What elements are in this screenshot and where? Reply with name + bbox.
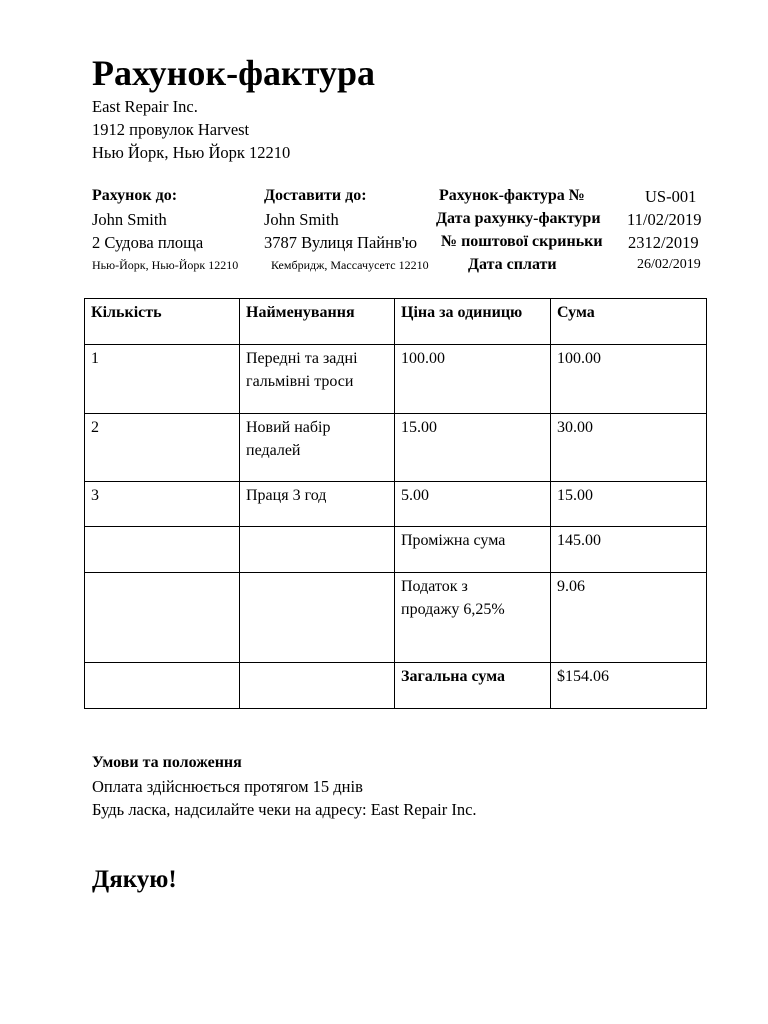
tax-value: 9.06 bbox=[551, 573, 707, 663]
table-row bbox=[85, 345, 707, 414]
table-row bbox=[85, 414, 707, 482]
subtotal-value: 145.00 bbox=[551, 527, 707, 573]
company-name: East Repair Inc. bbox=[92, 97, 198, 116]
po-number: 2312/2019 bbox=[628, 233, 699, 252]
header-unit-price: Ціна за одиницю bbox=[395, 299, 551, 345]
row-quantity: 2 bbox=[85, 414, 240, 482]
header-amount: Сума bbox=[551, 299, 707, 345]
invoice-date-label: Дата рахунку-фактури bbox=[436, 210, 601, 227]
items-table bbox=[84, 298, 707, 709]
ship-to-city: Кембридж, Массачусетс 12210 bbox=[271, 258, 429, 272]
po-number-label: № поштової скриньки bbox=[441, 233, 603, 250]
company-street: 1912 провулок Harvest bbox=[92, 120, 250, 139]
invoice-number: US-001 bbox=[645, 187, 697, 206]
tax-row bbox=[85, 573, 707, 663]
due-date-label: Дата сплати bbox=[468, 256, 557, 273]
ship-to-name: John Smith bbox=[264, 210, 339, 229]
subtotal-row bbox=[85, 527, 707, 573]
header-description: Найменування bbox=[240, 299, 395, 345]
invoice-title: Рахунок-фактура bbox=[92, 53, 375, 93]
row-description: Передні та задні гальмівні троси bbox=[240, 345, 395, 414]
row-amount: 30.00 bbox=[551, 414, 707, 482]
tax-label: Податок з продажу 6,25% bbox=[395, 573, 551, 663]
invoice-number-label: Рахунок-фактура № bbox=[439, 187, 585, 204]
row-description: Новий набір педалей bbox=[240, 414, 395, 482]
total-value: $154.06 bbox=[551, 663, 707, 709]
row-description: Праця 3 год bbox=[240, 482, 395, 527]
header-quantity: Кількість bbox=[85, 299, 240, 345]
table-row bbox=[85, 482, 707, 527]
terms-payment: Оплата здійснюється протягом 15 днів bbox=[92, 777, 363, 796]
terms-checks: Будь ласка, надсилайте чеки на адресу: East Repair Inc. bbox=[92, 800, 477, 819]
company-city: Нью Йорк, Нью Йорк 12210 bbox=[92, 143, 291, 162]
row-amount: 100.00 bbox=[551, 345, 707, 414]
ship-to-street: 3787 Вулиця Пайнв'ю bbox=[264, 233, 418, 252]
row-amount: 15.00 bbox=[551, 482, 707, 527]
terms-heading: Умови та положення bbox=[92, 754, 242, 771]
total-label: Загальна сума bbox=[395, 663, 551, 709]
row-unit-price: 100.00 bbox=[395, 345, 551, 414]
thank-you: Дякую! bbox=[92, 866, 177, 893]
due-date: 26/02/2019 bbox=[637, 257, 701, 272]
subtotal-label: Проміжна сума bbox=[395, 527, 551, 573]
bill-to-street: 2 Судова площа bbox=[92, 233, 204, 252]
table-header-row bbox=[85, 299, 707, 345]
invoice-date: 11/02/2019 bbox=[627, 210, 702, 229]
bill-to-city: Нью-Йорк, Нью-Йорк 12210 bbox=[92, 258, 239, 272]
bill-to-label: Рахунок до: bbox=[92, 187, 178, 204]
row-quantity: 1 bbox=[85, 345, 240, 414]
row-quantity: 3 bbox=[85, 482, 240, 527]
ship-to-label: Доставити до: bbox=[264, 187, 367, 204]
bill-to-name: John Smith bbox=[92, 210, 167, 229]
row-unit-price: 15.00 bbox=[395, 414, 551, 482]
total-row bbox=[85, 663, 707, 709]
row-unit-price: 5.00 bbox=[395, 482, 551, 527]
